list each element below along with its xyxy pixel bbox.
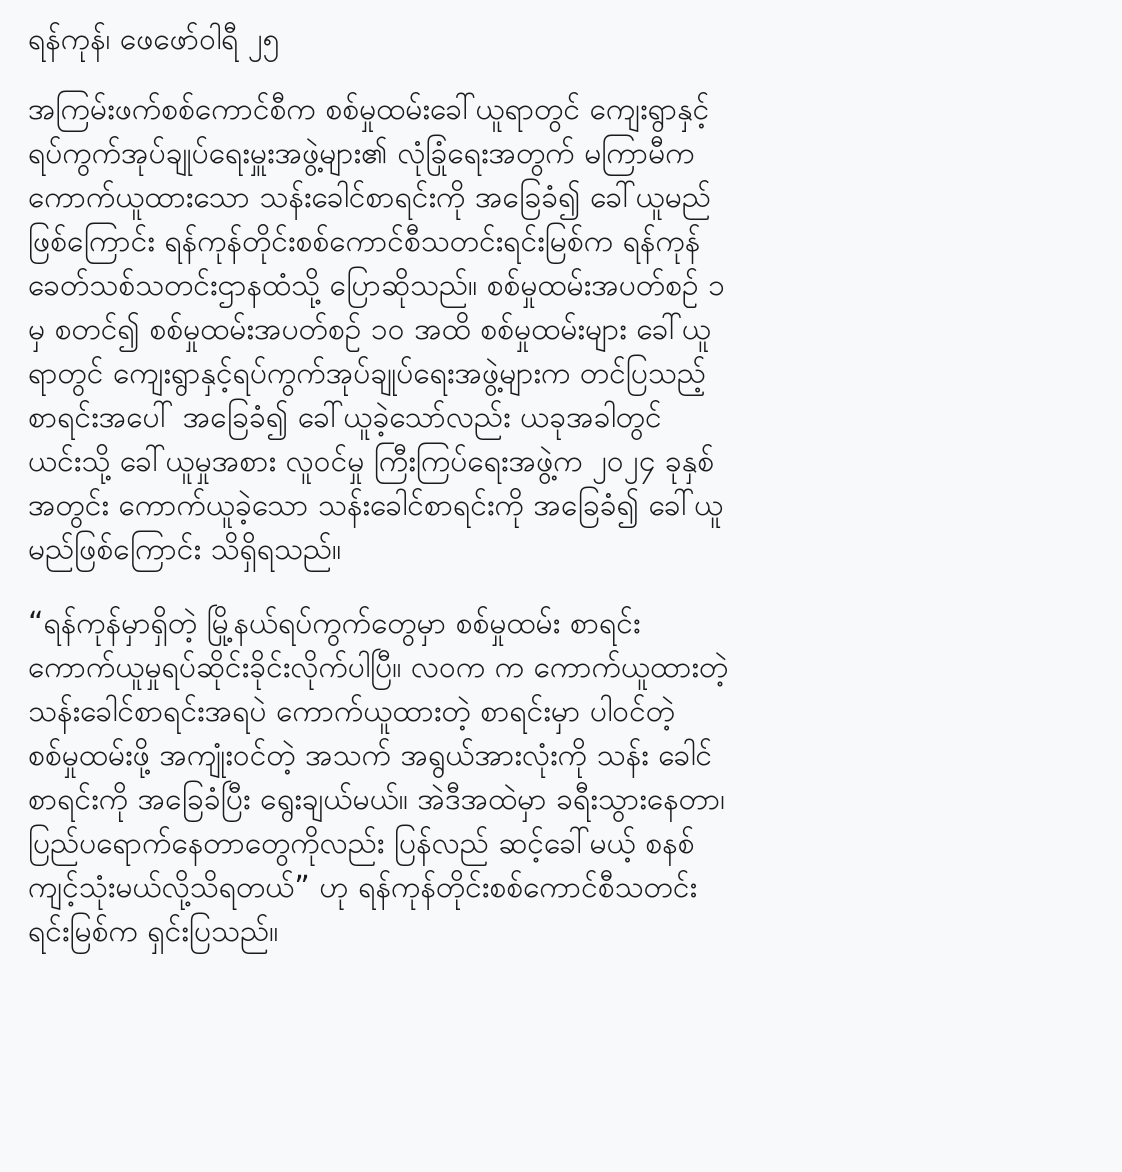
paragraph-line: စာရင်းကို အခြေခံပြီး ရွေးချယ်မယ်။ အဲဒီအထဲမှာ ခရီးသွားနေတာ၊ — [28, 782, 725, 817]
paragraph-line: မည်ဖြစ်ကြောင်း သိရှိရသည်။ — [28, 532, 342, 567]
article-paragraph-1 — [28, 88, 1098, 572]
paragraph-line: ရပ်ကွက်အုပ်ချုပ်ရေးမှူးအဖွဲ့များ၏ လုံခြုံရေးအတွက် မကြာမီက — [28, 136, 695, 171]
paragraph-line: အကြမ်းဖက်စစ်ကောင်စီက စစ်မှုထမ်းခေါ်ယူရာတွင် ကျေးရွာနှင့် — [28, 92, 710, 127]
paragraph-line: “ရန်ကုန်မှာရှိတဲ့ မြို့နယ်ရပ်ကွက်တွေမှာ စစ်မှုထမ်း စာရင်း — [28, 606, 641, 641]
paragraph-line: စစ်မှုထမ်းဖို့ အကျုံးဝင်တဲ့ အသက် အရွယ်အားလုံးကို သန်း ခေါင် — [28, 738, 713, 773]
paragraph-line: စာရင်းအပေါ် အခြေခံ၍ ခေါ်ယူခဲ့သော်လည်း ယခုအခါတွင် — [28, 400, 662, 435]
paragraph-line: ခေတ်သစ်သတင်းဌာနထံသို့ ပြောဆိုသည်။ စစ်မှုထမ်းအပတ်စဉ် ၁ — [28, 268, 726, 303]
paragraph-line: ကျင့်သုံးမယ်လို့သိရတယ်” ဟု ရန်ကုန်တိုင်းစစ်ကောင်စီသတင်း — [28, 870, 698, 905]
paragraph-line: ဖြစ်ကြောင်း ရန်ကုန်တိုင်းစစ်ကောင်စီသတင်းရင်းမြစ်က ရန်ကုန် — [28, 224, 701, 259]
paragraph-line: ရင်းမြစ်က ရှင်းပြသည်။ — [28, 914, 279, 949]
paragraph-line: အတွင်း ကောက်ယူခဲ့သော သန်းခေါင်စာရင်းကို အခြေခံ၍ ခေါ်ယူ — [28, 488, 724, 523]
article-paragraph-2 — [28, 602, 1098, 954]
paragraph-line: ယင်းသို့ ခေါ်ယူမှုအစား လူဝင်မှု ကြီးကြပ်ရေးအဖွဲ့က ၂၀၂၄ ခုနှစ် — [28, 444, 715, 479]
paragraph-line: မှ စတင်၍ စစ်မှုထမ်းအပတ်စဉ် ၁၀ အထိ စစ်မှုထမ်းများ ခေါ်ယူ — [28, 312, 711, 347]
paragraph-line: ရာတွင် ကျေးရွာနှင့်ရပ်ကွက်အုပ်ချုပ်ရေးအဖွဲ့များက တင်ပြသည့် — [28, 356, 706, 391]
paragraph-line: ကောက်ယူထားသော သန်းခေါင်စာရင်းကို အခြေခံ၍ ခေါ်ယူမည် — [28, 180, 711, 215]
paragraph-line: ပြည်ပရောက်နေတာတွေကိုလည်း ပြန်လည် ဆင့်ခေါ်မယ့် စနစ် — [28, 826, 695, 861]
article-dateline: ရန်ကုန်၊ ဖေဖော်ဝါရီ ၂၅ — [28, 22, 280, 57]
paragraph-line: ကောက်ယူမှုရပ်ဆိုင်းခိုင်းလိုက်ပါပြီ။ လဝက က ကောက်ယူထားတဲ့ — [28, 650, 729, 685]
paragraph-line: သန်းခေါင်စာရင်းအရပဲ ကောက်ယူထားတဲ့ စာရင်းမှာ ပါဝင်တဲ့ — [28, 694, 675, 729]
